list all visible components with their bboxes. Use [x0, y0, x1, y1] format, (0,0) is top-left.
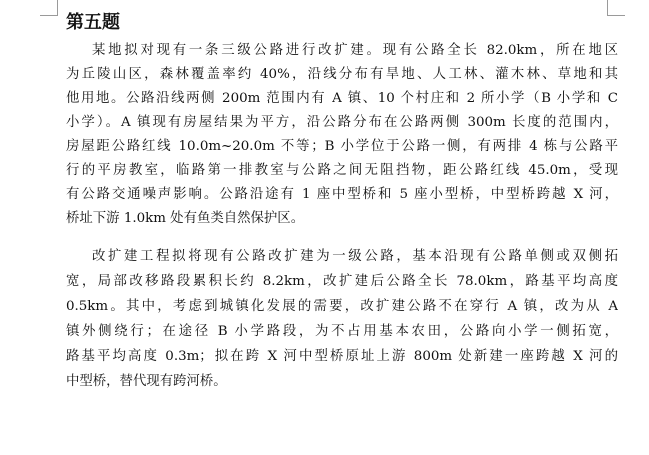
- paragraph-line: 路基平均高度 0.3m；拟在跨 X 河中型桥原址上游 800m 处新建一座跨越 X 河的: [66, 349, 618, 364]
- paragraph-line: 行的平房教室，临路第一排教室与公路之间无阻挡物，距公路红线 45.0m，受现: [66, 163, 618, 178]
- paragraph-line: 小学）。A 镇现有房屋结果为平方，沿公路分布在公路两侧 300m 长度的范围内，: [66, 115, 618, 130]
- paragraph-line: 镇外侧绕行；在途径 B 小学路段，为不占用基本农田，公路向小学一侧拓宽，: [66, 324, 618, 339]
- question-title: 第五题: [66, 12, 120, 33]
- paragraph-line: 有公路交通噪声影响。公路沿途有 1 座中型桥和 5 座小型桥，中型桥跨越 X 河，: [66, 187, 618, 202]
- page-corner-mark-right: [607, 0, 625, 16]
- paragraph-line: 0.5km。其中，考虑到城镇化发展的需要，改扩建公路不在穿行 A 镇，改为从 A: [66, 299, 618, 314]
- paragraph-line: 房屋距公路红线 10.0m~20.0m 不等；B 小学位于公路一侧，有两排 4 栋与公路平: [66, 139, 618, 154]
- paragraph-line: 为丘陵山区，森林覆盖率约 40%，沿线分布有旱地、人工林、灌木林、草地和其: [66, 67, 618, 82]
- paragraph-line: 桥址下游 1.0km 处有鱼类自然保护区。: [66, 211, 305, 226]
- paragraph-line: 某地拟对现有一条三级公路进行改扩建。现有公路全长 82.0km，所在地区: [92, 43, 618, 58]
- paragraph-line: 改扩建工程拟将现有公路改扩建为一级公路，基本沿现有公路单侧或双侧拓: [92, 249, 618, 264]
- paragraph-line: 中型桥，替代现有跨河桥。: [66, 374, 227, 389]
- paragraph-line: 他用地。公路沿线两侧 200m 范围内有 A 镇、10 个村庄和 2 所小学（B 小学和 C: [66, 91, 618, 106]
- page-corner-mark-left: [40, 0, 58, 16]
- paragraph-line: 宽，局部改移路段累积长约 8.2km，改扩建后公路全长 78.0km，路基平均高度: [66, 274, 618, 289]
